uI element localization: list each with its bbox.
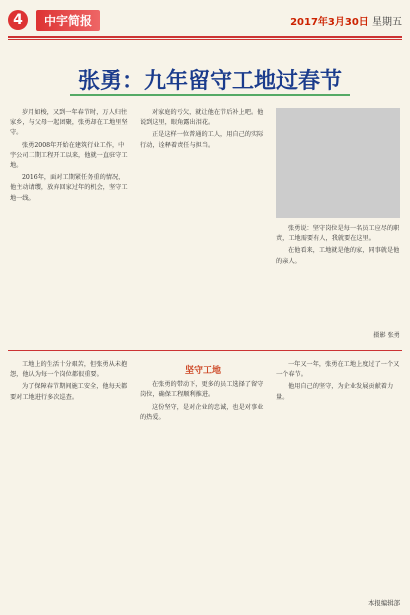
column-1-top xyxy=(10,108,130,206)
paragraph: 在张勇的带动下，更多的员工选择了留守岗位，确保工程顺利推进。 xyxy=(140,381,264,399)
paragraph: 为了保障春节期间施工安全，他每天都要对工地进行多次巡查。 xyxy=(10,383,128,401)
issue-weekday: 星期五 xyxy=(372,16,402,28)
byline: 本报编辑部 xyxy=(368,599,400,607)
column-1-bottom xyxy=(10,360,130,405)
masthead xyxy=(8,8,402,32)
paragraph: 正是这样一位普通的工人，用自己的实际行动，诠释着责任与担当。 xyxy=(140,131,264,149)
issue-date-text: 2017年3月30日 xyxy=(290,16,369,28)
section-subhead: 坚守工地 xyxy=(184,366,221,376)
article-photo xyxy=(276,108,400,218)
column-2-bottom xyxy=(140,360,266,425)
masthead-left xyxy=(8,10,100,31)
paragraph: 这份坚守，是对企业的忠诚，也是对事业的热爱。 xyxy=(140,403,264,421)
paragraph: 在他看来，工地就是他的家，同事就是他的亲人。 xyxy=(276,247,400,265)
paragraph: 他用自己的坚守，为企业发展贡献着力量。 xyxy=(276,383,394,401)
masthead-rule xyxy=(8,36,402,38)
section-divider xyxy=(8,350,402,351)
page-number: 4 xyxy=(8,10,28,30)
column-3-top xyxy=(276,224,400,269)
paragraph: 2016年，面对工期紧任务重的情况，他主动请缨，放弃回家过年的机会，坚守工地一线。 xyxy=(10,174,128,202)
newsletter-logo: 中宇简报 xyxy=(36,10,100,31)
headline-underline xyxy=(70,94,350,96)
paragraph: 一年又一年，张勇在工地上度过了一个又一个春节。 xyxy=(276,361,400,379)
column-2-top xyxy=(140,108,266,153)
paragraph: 张勇说：坚守岗位是每一名员工应尽的职责，工地需要有人，我就要在这里。 xyxy=(276,225,400,243)
issue-date xyxy=(290,13,402,28)
paragraph: 张勇2008年开始在建筑行业工作，中宇公司二期工程开工以来，他就一直驻守工地。 xyxy=(10,141,128,170)
paragraph: 岁月如梭，又到一年春节时，万人归往家乡，与父母一起团聚，张勇却在工地里坚守。 xyxy=(10,109,128,137)
photo-caption: 摄影 张勇 xyxy=(373,332,400,339)
paragraph: 对家庭的亏欠，就让他在节后补上吧。他说到这里，眼角露出泪花。 xyxy=(140,109,264,127)
paragraph: 工地上的生活十分艰苦，但张勇从未抱怨，他认为每一个岗位都很重要。 xyxy=(10,361,128,379)
masthead-rule-thin xyxy=(8,39,402,40)
column-3-bottom xyxy=(276,360,400,405)
article-headline: 张勇：九年留守工地过春节 xyxy=(77,68,342,94)
